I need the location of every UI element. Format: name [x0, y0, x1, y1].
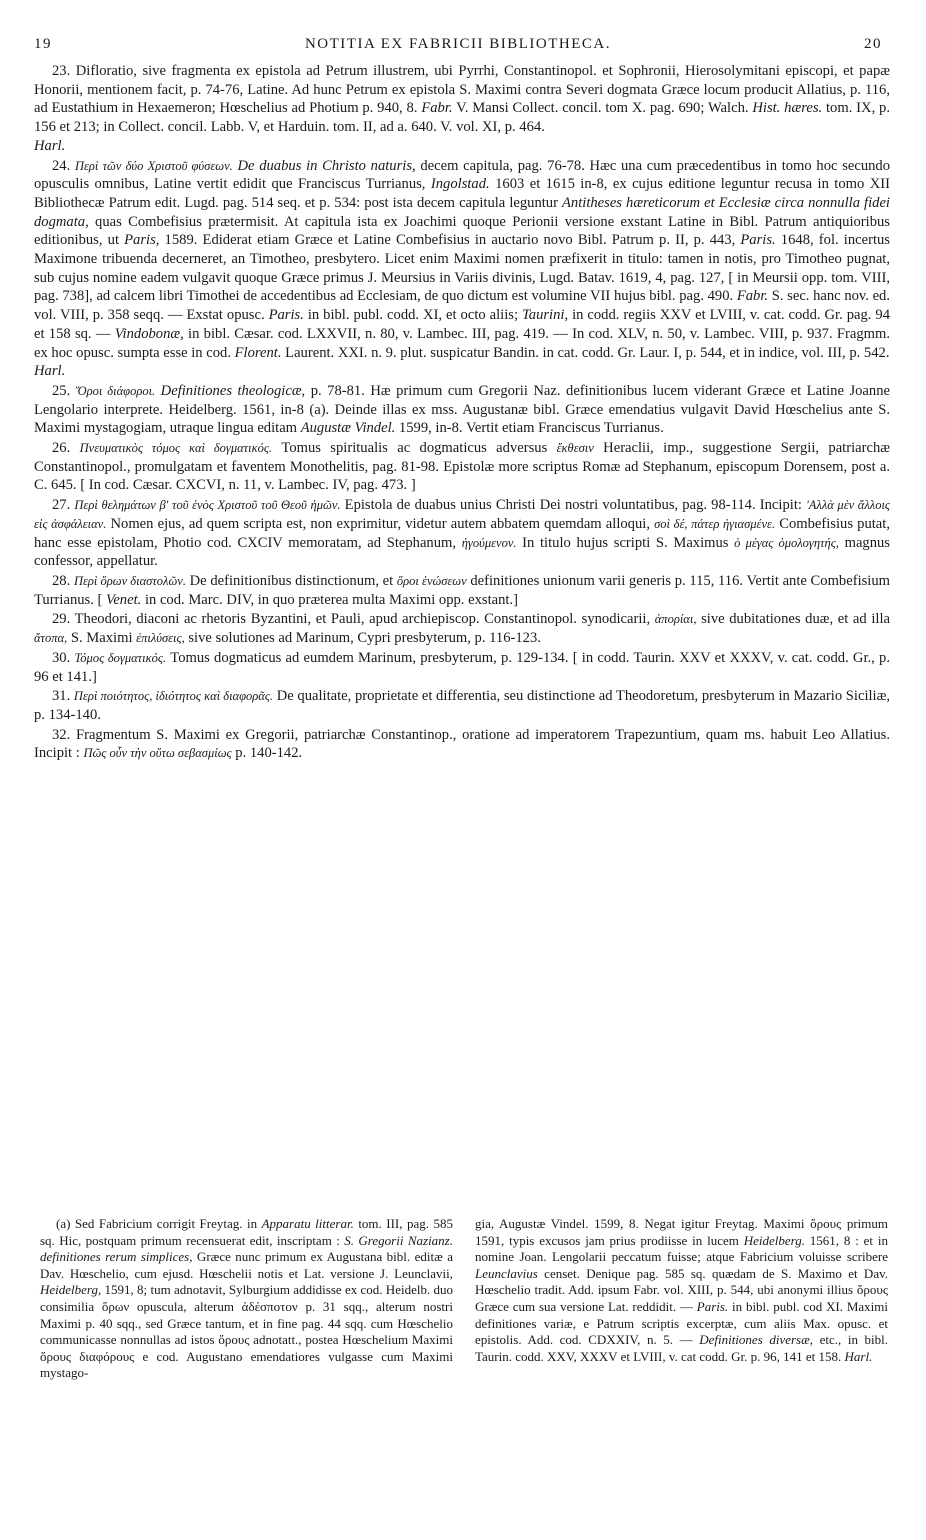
- entry-number: 25.: [52, 382, 71, 399]
- entry-27: 27. Περὶ θελημάτων β' τοῦ ἑνὸς Χριστοῦ τοῦ Θεοῦ ἡμῶν. Epistola de duabus unius Christi Dei nostri voluntatibus, pag. 98-114. Incipit: 'Αλλὰ μὲν ἄλλοις εἰς ἀσφάλειαν. Nomen ejus, ad quem scripta est, non exprimitur, videtur autem abbatem quemdam alloqui, σοὶ δέ, πάτερ ἠγιασμένε. Combefisius putat, hanc esse epistolam, Photio cod. CXCIV memoratam, ad Stephanum, ἡγούμενον. In titulo hujus scripti S. Maximus ὁ μέγας ὁμολογητής, magnus confessor, appellatur.: [34, 497, 890, 570]
- entry-number: 24.: [52, 157, 71, 174]
- entry-number: 28.: [52, 572, 71, 589]
- entry-23: 23. Difloratio, sive fragmenta ex epistola ad Petrum illustrem, ubi Pyrrhi, Constantinopol. et Sophronii, Hierosolymitani episcopi, et papæ Honorii, mentionem facit, p. 74-76, Latine. Ad hunc Petrum ex epistola S. Maximi contra Severi dogmata Græce locum producit Allatius, p. 116, ad Eustathium in Hexaemeron; Hœschelius ad Photium p. 940, 8. Fabr. V. Mansi Collect. concil. tom X. pag. 690; Walch. Hist. hæres. tom. IX, p. 156 et 213; in Collect. concil. Labb. V, et Harduin. tom. II, ad a. 640. V. vol. XI, p. 464. Harl.: [34, 63, 891, 154]
- entry-number: 29.: [52, 611, 71, 628]
- footnote-column-left: (a) Sed Fabricium corrigit Freytag. in Apparatu litterar. tom. III, pag. 585 sq. Hic, postquam primum recensuerat edit, inscriptam : S. Gregorii Nazianz. definitiones rerum simplices, Græce nunc primum ex Augustana bibl. editæ a Dav. Hœschelio, cum ejusd. Hœschelii notis et Lat. versione J. Leunclavii, Heidelberg, 1591, 8; tum adnotavit, Sylburgium addidisse ex cod. Heidelb. duo consimilia ὅρων opuscula, alterum ἀδέσποτον p. 31 sqq., alterum nostri Maximi p. 40 sqq., sed Græce tantum, et in fine pag. 44 sqq. cum Hœschelio communicasse nonnullas ad istos ὅρους adnotatt., postea Hœschelium Maximi ὅρους διαφόρους e cod. Augustano emendatiores vulgasse cum Maximi mystago-: [40, 1216, 453, 1381]
- entry-31: 31. Περὶ ποιότητος, ἰδιότητος καὶ διαφορᾶς. De qualitate, proprietate et differentia, seu distinctione ad Theodoretum, presbyterum in Mazario Siciliæ, p. 134-140.: [34, 688, 890, 723]
- entry-number: 32.: [52, 726, 71, 743]
- entry-30: 30. Τόμος δογματικός. Tomus dogmaticus ad eumdem Marinum, presbyterum, p. 129-134. [ in codd. Taurin. XXV et XXXV, v. cat. codd. Gr., p. 96 et 141.]: [34, 649, 890, 685]
- entry-number: 30.: [52, 649, 71, 666]
- entry-24: 24. Περὶ τῶν δύο Χριστοῦ φύσεων. De duabus in Christo naturis, decem capitula, pag. 76-78. Hæc una cum præcedentibus in tomo hoc secundo opusculis omnibus, Latine vertit edidit que Franciscus Turrianus, Ingolstad. 1603 et 1615 in-8, ex cujus editione leguntur recusa in tomo XII Bibliothecæ Patrum edit. Lugd. pag. 514 seq. et p. 534: post ista decem capitula leguntur Antitheses hæreticorum et Ecclesiæ circa nonnulla fidei dogmata, quas Combefisius prætermisit. At capitula ista ex Joachimi quoque Perionii versione exstant Latine in Bibl. Patrum antiquioribus editionibus, ut Paris, 1589. Ediderat etiam Græce et Latine Combefisius in auctario novo Bibl. Patrum p. II, p. 443, Paris. 1648, fol. incertus Maximone tribuenda decerneret, an Timotheo, presbytero. Licet enim Maximi nomen præfixerit in titulo: tamen in notis, pro Timotheo pugnat, sub cujus nomine eadem vulgavit quoque Græce primus J. Meursius in Variis divinis, Lugd. Batav. 1619, 4, pag. 127, [ in Meursii opp. tom. VIII, pag. 738], ad calcem libri Timothei de accedentibus ad Ecclesiam, de quo dictum est volumine VII hujus bibl. pag. 490. Fabr. S. sec. hanc nov. ed. vol. VIII, p. 358 seqq. — Exstat opusc. Paris. in bibl. publ. codd. XI, et octo aliis; Taurini, in codd. regiis XXV et LVIII, v. cat. codd. Gr. pag. 94 et 158 sq. — Vindobonæ, in bibl. Cæsar. cod. LXXVII, n. 80, v. Lambec. III, pag. 419. — In cod. XLV, n. 50, v. Lambec. VIII, p. 937. Fragmm. ex hoc opusc. sumpta esse in cod. Florent. Laurent. XXI. n. 9. plut. suspicatur Bandin. in cat. codd. Gr. Laur. I, p. 544, et in indice, vol. III, p. 542. Harl.: [34, 157, 891, 380]
- running-title: NOTITIA EX FABRICII BIBLIOTHECA.: [304, 36, 612, 52]
- entry-26: 26. Πνευματικὸς τόμος καὶ δογματικός. Tomus spiritualis ac dogmaticus adversus ἔκθεσιν Heraclii, imp., suggestione Sergii, patriarchæ Constantinopol., promulgatam et faventem Monothelitis, pag. 81-98. Epistolæ more scriptus Romæ ad Stephanum, episcopum Dorensem, post a. C. 645. [ In cod. Cæsar. CXCVI, n. 11, v. Lambec. IV, pag. 473. ]: [34, 440, 891, 494]
- main-text: [34, 62, 890, 764]
- page-number-right: 20: [864, 36, 882, 52]
- entry-32: 32. Fragmentum S. Maximi ex Gregorii, patriarchæ Constantinop., oratione ad imperatorem Trapezuntium, quam ms. habuit Leo Allatius. Incipit : Πῶς οὖν τὴν οὕτω σεβασμίως p. 140-142.: [34, 726, 890, 762]
- entry-25: 25. Ὅροι διάφοροι. Definitiones theologicæ, p. 78-81. Hæ primum cum Gregorii Naz. definitionibus lucem viderant Græce et Latine Joanne Lengolario interprete. Heidelberg. 1561, in-8 (a). Deinde illas ex mss. Augustanæ bibl. Græce emendatius vulgavit David Hœschelius ante S. Maximi mystagogiam, utraque lingua editam Augustæ Vindel. 1599, in-8. Vertit etiam Franciscus Turrianus.: [34, 382, 890, 437]
- footnote-marker: (a): [56, 1216, 71, 1231]
- footnote-column-right: gia, Augustæ Vindel. 1599, 8. Negat igitur Freytag. Maximi ὅρους primum 1591, typis excusos jam prius prodiisse in lucem Heidelberg. 1561, 8 : et in nomine Joan. Lengolarii peccatum fuisse; atque Fabricium voluisse scribere Leunclavius censet. Denique pag. 585 sq. quædam de S. Maximo et Dav. Hœschelio tradit. Add. ipsum Fabr. vol. XIII, p. 544, ubi anonymi illius ὅρους Græce cum sua versione Lat. reddidit. — Paris. in bibl. publ. cod XI. Maximi definitiones variæ, e Patrum scriptis excerptæ, cum aliis Max. opusc. et epistolis. Add. cod. CDXXIV, n. 5. — Definitiones diversæ, etc., in bibl. Taurin. codd. XXV, XXXV et LVIII, v. cat codd. Gr. p. 96, 141 et 158. Harl.: [475, 1216, 888, 1364]
- signature: Harl.: [34, 137, 66, 154]
- entry-number: 23.: [52, 63, 71, 79]
- entry-number: 27.: [52, 497, 71, 514]
- footnote: [40, 1216, 888, 1382]
- entry-number: 31.: [52, 688, 71, 705]
- entry-29: 29. Theodori, diaconi ac rhetoris Byzantini, et Pauli, apud archiepiscop. Constantinopol. synodicarii, ἀπορίαι, sive dubitationes duæ, et ad illa ἄτοπα, S. Maximi ἐπιλύσεις, sive solutiones ad Marinum, Cypri presbyterum, p. 116-123.: [34, 611, 890, 647]
- page-number-left: 19: [34, 36, 52, 52]
- entry-number: 26.: [52, 440, 71, 457]
- entry-28: 28. Περὶ ὅρων διαστολῶν. De definitionibus distinctionum, et ὅροι ἑνώσεων definitiones unionum varii generis p. 115, 116. Vertit ante Combefisium Turrianus. [ Venet. in cod. Marc. DIV, in quo præterea multa Maximi opp. exstant.]: [34, 572, 891, 608]
- signature: Harl.: [34, 363, 66, 380]
- running-header: [34, 36, 882, 58]
